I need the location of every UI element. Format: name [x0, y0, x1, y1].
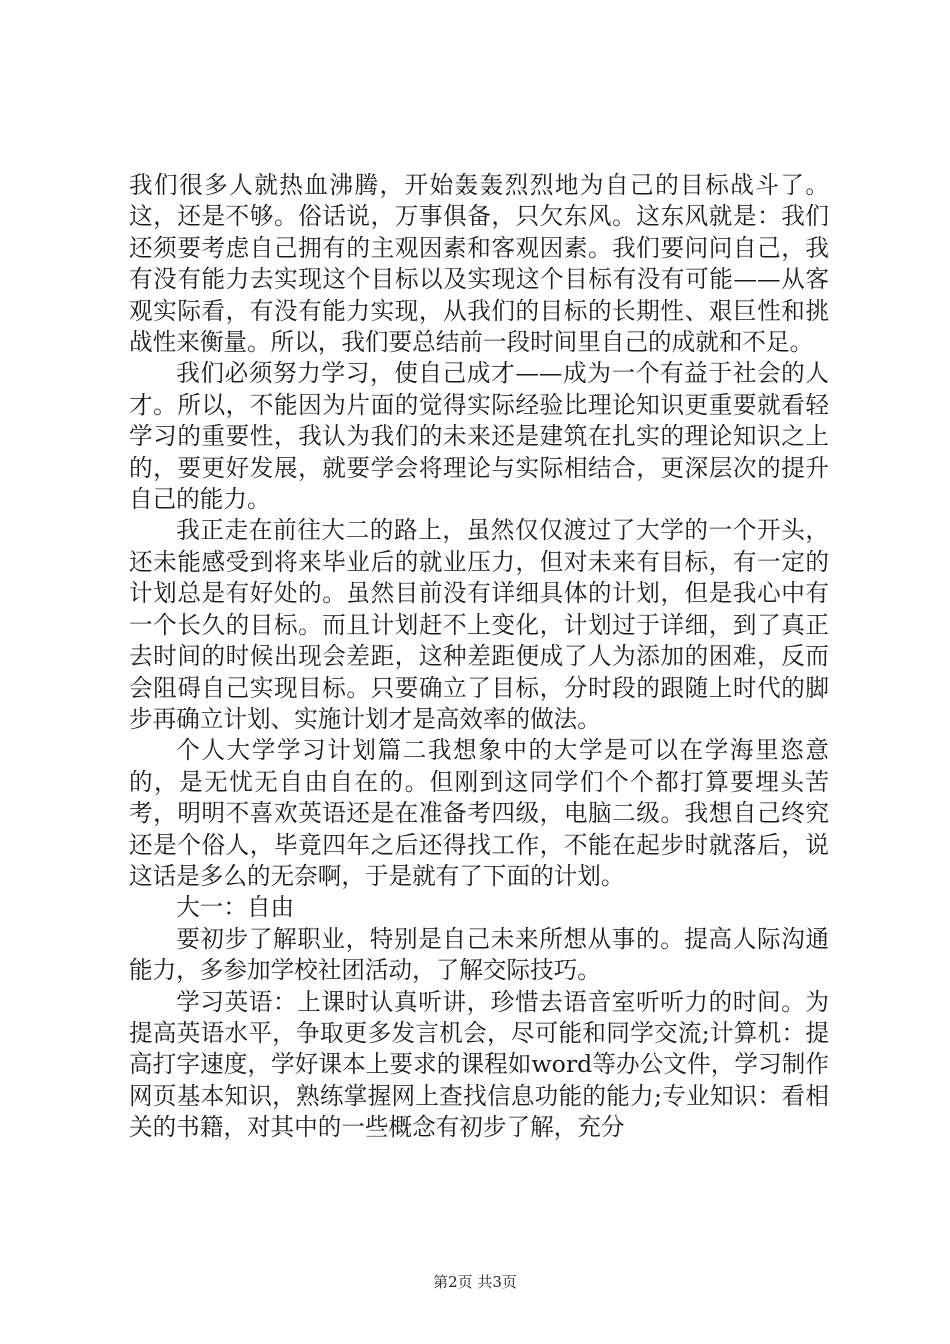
paragraph-4: 个人大学学习计划篇二我想象中的大学是可以在学海里恣意的，是无忧无自由自在的。但刚到这同学们个个都打算要埋头苦考，明明不喜欢英语还是在准备考四级，电脑二级。我想自己终究还是个俗人，毕竟四年之后还得找工作，不能在起步时就落后，说这话是多么的无奈啊，于是就有了下面的计划。 — [129, 736, 829, 890]
body-text — [129, 170, 829, 1144]
paragraph-3: 我正走在前往大二的路上，虽然仅仅渡过了大学的一个开头，还未能感受到将来毕业后的就业压力，但对未来有目标，有一定的计划总是有好处的。虽然目前没有详细具体的计划，但是我心中有一个长久的目标。而且计划赶不上变化，计划过于详细，到了真正去时间的时候出现会差距，这种差距便成了人为添加的困难，反而会阻碍自己实现目标。只要确立了目标，分时段的跟随上时代的脚步再确立计划、实施计划才是高效率的做法。 — [129, 516, 829, 733]
page-number: 第2页 共3页 — [433, 1273, 517, 1291]
section-heading-year-one: 大一：自由 — [176, 893, 295, 922]
paragraph-1: 我们很多人就热血沸腾，开始轰轰烈烈地为自己的目标战斗了。这，还是不够。俗话说，万事俱备，只欠东风。这东风就是：我们还须要考虑自己拥有的主观因素和客观因素。我们要问问自己，我有没有能力去实现这个目标以及实现这个目标有没有可能——从客观实际看，有没有能力实现，从我们的目标的长期性、艰巨性和挑战性来衡量。所以，我们要总结前一段时间里自己的成就和不足。 — [129, 171, 829, 357]
paragraph-5: 要初步了解职业，特别是自己未来所想从事的。提高人际沟通能力，多参加学校社团活动，了解交际技巧。 — [129, 924, 829, 985]
paragraph-2: 我们必须努力学习，使自己成才——成为一个有益于社会的人才。所以，不能因为片面的觉得实际经验比理论知识更重要就看轻学习的重要性，我认为我们的未来还是建筑在扎实的理论知识之上的，要更好发展，就要学会将理论与实际相结合，更深层次的提升自己的能力。 — [129, 359, 829, 514]
paragraph-6: 学习英语：上课时认真听讲，珍惜去语音室听听力的时间。为提高英语水平，争取更多发言机会，尽可能和同学交流;计算机：提高打字速度，学好课本上要求的课程如word等办公文件，学习制作网页基本知识，熟练掌握网上查找信息功能的能力;专业知识：看相关的书籍，对其中的一些概念有初步了解，充分 — [129, 987, 829, 1142]
